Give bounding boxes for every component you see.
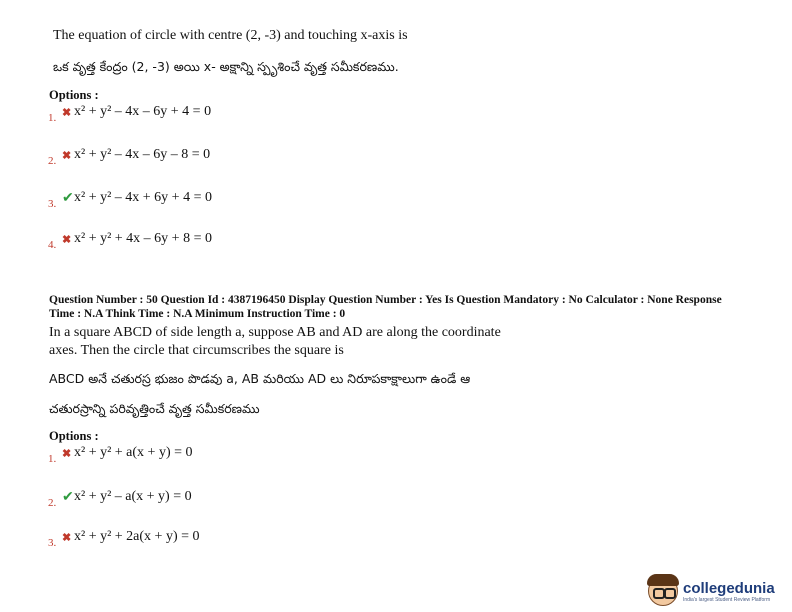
cross-icon: ✖ (62, 107, 72, 119)
option-equation: x² + y² + 2a(x + y) = 0 (74, 529, 200, 544)
option-number: 1. (48, 453, 57, 465)
logo-tagline: India's largest Student Review Platform (683, 596, 771, 603)
check-icon: ✔ (62, 490, 74, 505)
option-number: 1. (48, 112, 57, 124)
q2-text-line-1: In a square ABCD of side length a, suppose AB and AD are along the coordinate (49, 325, 501, 340)
q1-telugu-text: ఒక వృత్త కేంద్రం (2, -3) అయి x- అక్షాన్ని స్పృశించే వృత్త సమీకరణము. (53, 59, 399, 74)
q2-meta-line-1: Question Number : 50 Question Id : 4387196450 Display Question Number : Yes Is Question Mandatory : No Calculator : None Response (49, 294, 722, 306)
q2-option-2 (48, 488, 192, 508)
option-number: 4. (48, 239, 57, 251)
check-icon: ✔ (62, 191, 74, 206)
option-equation: x² + y² – a(x + y) = 0 (74, 489, 192, 504)
cross-icon: ✖ (62, 234, 72, 246)
option-equation: x² + y² + 4x – 6y + 8 = 0 (74, 231, 212, 246)
option-equation: x² + y² – 4x + 6y + 4 = 0 (74, 190, 212, 205)
cross-icon: ✖ (62, 448, 72, 460)
mascot-icon (648, 576, 678, 606)
q1-option-2 (48, 147, 210, 167)
option-number: 3. (48, 537, 57, 549)
q2-option-3 (48, 529, 200, 549)
q1-option-1 (48, 104, 211, 124)
option-number: 2. (48, 497, 57, 509)
q1-options-label: Options : (49, 88, 99, 102)
logo-name: collegedunia (683, 579, 775, 597)
option-equation: x² + y² – 4x – 6y – 8 = 0 (74, 147, 211, 162)
q1-option-4 (48, 231, 212, 251)
q2-telugu-line-2: చతురస్రాన్ని పరివృత్తించే వృత్త సమీకరణము (49, 401, 260, 416)
q2-telugu-line-1: ABCD అనే చతురస్ర భుజం పొడవు a, AB మరియు AD లు నిరూపకాక్షాలుగా ఉండే ఆ (49, 371, 471, 386)
q2-meta-line-2: Time : N.A Think Time : N.A Minimum Instruction Time : 0 (49, 308, 346, 320)
option-equation: x² + y² + a(x + y) = 0 (74, 445, 193, 460)
q2-option-1 (48, 445, 193, 465)
q2-text-line-2: axes. Then the circle that circumscribes the square is (49, 343, 344, 358)
q1-text: The equation of circle with centre (2, -3) and touching x-axis is (53, 28, 408, 43)
option-number: 2. (48, 155, 57, 167)
cross-icon: ✖ (62, 532, 72, 544)
option-equation: x² + y² – 4x – 6y + 4 = 0 (74, 104, 212, 119)
option-number: 3. (48, 198, 57, 210)
q2-options-label: Options : (49, 429, 99, 443)
collegedunia-logo (648, 576, 775, 606)
cross-icon: ✖ (62, 150, 72, 162)
q1-option-3 (48, 189, 212, 209)
